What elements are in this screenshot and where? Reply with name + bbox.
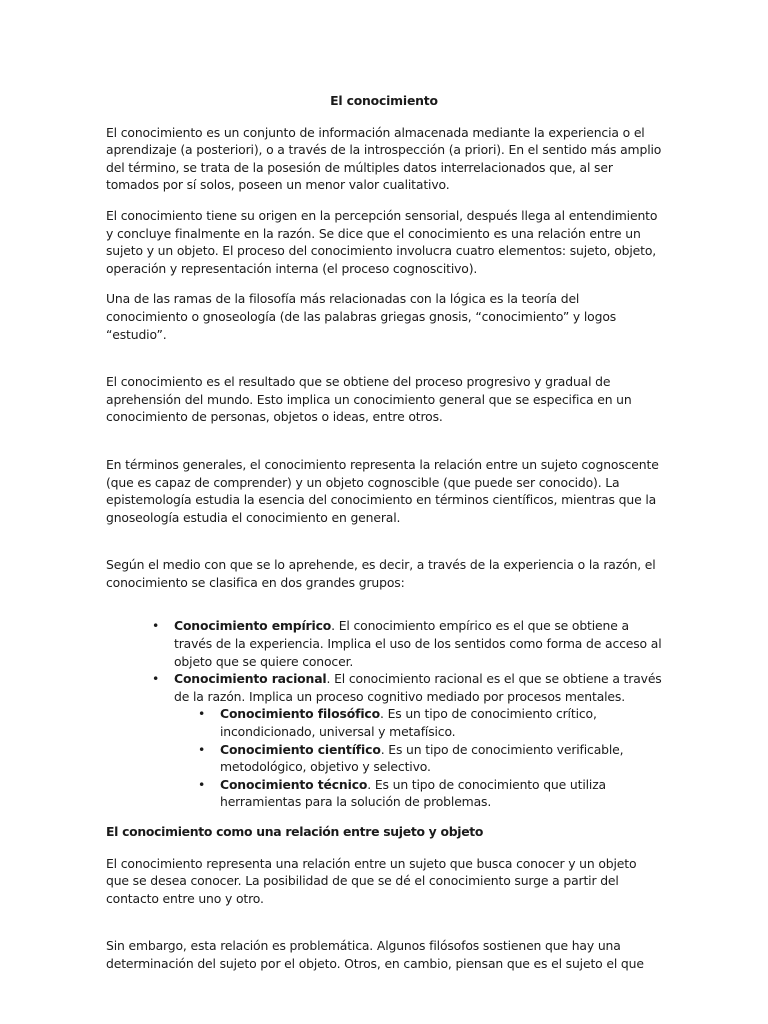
section-heading: El conocimiento como una relación entre sujeto y objeto — [106, 824, 484, 839]
knowledge-groups-list — [106, 617, 662, 811]
paragraph-definition: El conocimiento es un conjunto de información almacenada mediante la experiencia o el aprendizaje (a posteriori), o a través de la introspección (a priori). En el sentido más amplio del término, se trata de la posesión de múltiples datos interrelacionados que, al ser tomados por sí solos, poseen un menor valor cualitativo. — [106, 124, 662, 193]
paragraph-problematic: Sin embargo, esta relación es problemática. Algunos filósofos sostienen que hay una determinación del sujeto por el objeto. Otros, en cambio, piensan que es el sujeto el que — [106, 938, 644, 971]
list-item-term: Conocimiento racional — [174, 671, 327, 687]
list-item-text: . Es un tipo de conocimiento crítico, incondicionado, universal y metafísico. — [220, 706, 597, 740]
paragraph-gnoseology: Una de las ramas de la filosofía más relacionadas con la lógica es la teoría del conocimiento o gnoseología (de las palabras griegas gnosis, “conocimiento” y logos “estudio”. — [106, 291, 617, 342]
list-item-term: Conocimiento filosófico — [220, 706, 380, 722]
list-item-empirical — [174, 617, 662, 670]
document-page — [106, 92, 662, 986]
list-item-term: Conocimiento empírico — [174, 618, 332, 634]
paragraph-subject-object: El conocimiento representa una relación entre un sujeto que busca conocer y un objeto que se desea conocer. La posibilidad de que se dé el conocimiento surge a partir del contacto entre uno y otro. — [106, 855, 637, 906]
list-item-philosophical — [220, 705, 662, 740]
list-item-text: . Es un tipo de conocimiento que utiliza herramientas para la solución de problemas. — [220, 776, 606, 810]
list-item-rational — [174, 670, 662, 811]
list-item-scientific — [220, 741, 662, 776]
list-item-text: . Es un tipo de conocimiento verificable, metodológico, objetivo y selectivo. — [220, 741, 624, 775]
list-item-technical — [220, 776, 662, 811]
paragraph-origin: El conocimiento tiene su origen en la percepción sensorial, después llega al entendimiento y concluye finalmente en la razón. Se dice que el conocimiento es una relación entre un sujeto y un objeto. El proceso del conocimiento involucra cuatro elementos: sujeto, objeto, operación y representación interna (el proceso cognoscitivo). — [106, 207, 658, 276]
paragraph-result: El conocimiento es el resultado que se obtiene del proceso progresivo y gradual de aprehensión del mundo. Esto implica un conocimiento general que se especifica en un conocimiento de personas, objetos o ideas, entre otros. — [106, 374, 632, 425]
rational-subtypes-list — [174, 705, 662, 811]
list-item-term: Conocimiento técnico — [220, 776, 368, 792]
paragraph-classification: Según el medio con que se lo aprehende, es decir, a través de la experiencia o la razón, el conocimiento se clasifica en dos grandes grupos: — [106, 557, 656, 590]
document-title: El conocimiento — [330, 93, 438, 108]
list-item-term: Conocimiento científico — [220, 741, 381, 757]
list-item-text: . El conocimiento empírico es el que se obtiene a través de la experiencia. Implica el uso de los sentidos como forma de acceso al objeto que se quiere conocer. — [174, 618, 662, 669]
paragraph-relation: En términos generales, el conocimiento representa la relación entre un sujeto cognoscente (que es capaz de comprender) y un objeto cognoscible (que puede ser conocido). La epistemología estudia la esencia del conocimiento en términos científicos, mientras que la gnoseología estudia el conocimiento en general. — [106, 456, 659, 525]
list-item-text: . El conocimiento racional es el que se obtiene a través de la razón. Implica un proceso cognitivo mediado por procesos mentales. — [174, 671, 662, 704]
